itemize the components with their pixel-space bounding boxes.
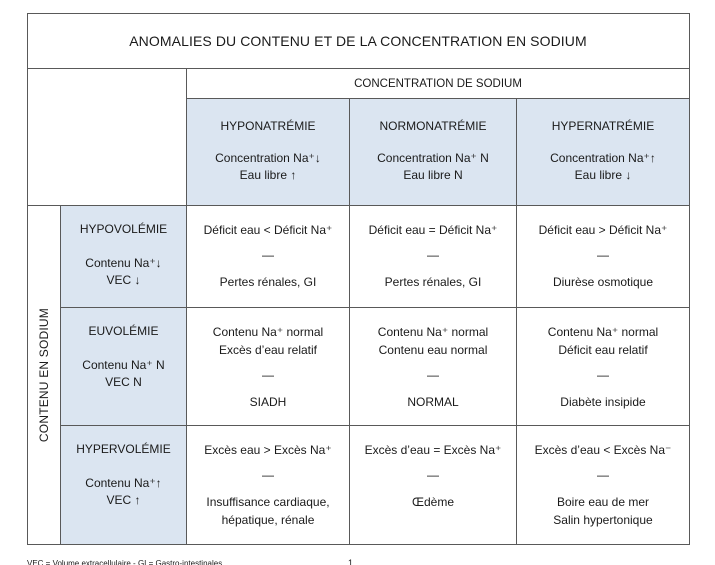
row-header-hypovolemie	[60, 205, 186, 307]
table-cell	[349, 307, 516, 425]
row-name: EUVOLÉMIE	[88, 324, 159, 338]
cell-line: Diabète insipide	[560, 395, 646, 409]
contenu-vertical-text: CONTENU EN SODIUM	[36, 307, 51, 443]
cell-separator: —	[597, 368, 609, 382]
cell-line: Contenu eau normal	[378, 343, 488, 357]
cell-line: SIADH	[249, 395, 287, 409]
column-concentration: Concentration Na⁺↑	[550, 151, 656, 165]
cell-line: Pertes rénales, GI	[384, 275, 482, 289]
row-contenu: Contenu Na⁺ N	[82, 358, 165, 372]
column-name: HYPERNATRÉMIE	[551, 119, 655, 133]
column-concentration: Concentration Na⁺ N	[377, 151, 489, 165]
table-title: ANOMALIES DU CONTENU ET DE LA CONCENTRATION EN SODIUM	[129, 33, 587, 49]
cell-line: Salin hypertonique	[553, 513, 653, 527]
row-header-euvolemie	[60, 307, 186, 425]
row-name: HYPOVOLÉMIE	[79, 222, 168, 236]
cell-line: Boire eau de mer	[556, 495, 650, 509]
cell-separator: —	[262, 368, 274, 382]
column-eau-libre: Eau libre N	[403, 168, 463, 182]
cell-separator: —	[597, 468, 609, 482]
table-cell	[349, 425, 516, 544]
cell-line: Déficit eau < Déficit Na⁺	[203, 223, 333, 237]
cell-line: Pertes rénales, GI	[219, 275, 317, 289]
cell-line: Contenu Na⁺ normal	[547, 325, 659, 339]
table-cell	[186, 205, 349, 307]
page-number: 1	[348, 558, 354, 565]
row-contenu: Contenu Na⁺↑	[85, 476, 162, 490]
cell-line: Déficit eau relatif	[558, 343, 648, 357]
cell-line: Excès d’eau = Excès Na⁺	[364, 443, 502, 457]
concentration-header: CONCENTRATION DE SODIUM	[186, 68, 689, 98]
cell-line: Œdème	[411, 495, 455, 509]
table-cell	[186, 307, 349, 425]
table-cell	[516, 307, 689, 425]
cell-separator: —	[262, 248, 274, 262]
table-cell	[516, 425, 689, 544]
column-concentration: Concentration Na⁺↓	[215, 151, 321, 165]
column-header-hypernatremie	[516, 98, 689, 205]
contenu-vertical-header	[27, 205, 60, 544]
row-vec: VEC ↑	[106, 493, 141, 507]
column-header-normonatremie	[349, 98, 516, 205]
cell-line: Excès d’eau < Excès Na⁻	[534, 443, 672, 457]
cell-line: Excès d’eau relatif	[218, 343, 318, 357]
abbreviation-legend: VEC = Volume extracellulaire - GI = Gastro-intestinales	[27, 559, 223, 565]
cell-line: Déficit eau = Déficit Na⁺	[368, 223, 498, 237]
cell-line: Insuffisance cardiaque,	[206, 495, 330, 509]
cell-separator: —	[262, 468, 274, 482]
row-vec: VEC N	[105, 375, 142, 389]
cell-separator: —	[597, 248, 609, 262]
cell-line: NORMAL	[407, 395, 459, 409]
cell-line: Diurèse osmotique	[552, 275, 654, 289]
table-cell	[186, 425, 349, 544]
cell-line: Déficit eau > Déficit Na⁺	[538, 223, 668, 237]
row-contenu: Contenu Na⁺↓	[85, 256, 162, 270]
cell-separator: —	[427, 368, 439, 382]
cell-separator: —	[427, 468, 439, 482]
cell-line: Contenu Na⁺ normal	[212, 325, 324, 339]
page-footer	[27, 556, 690, 565]
row-name: HYPERVOLÉMIE	[76, 442, 171, 456]
row-header-hypervolemie	[60, 425, 186, 544]
column-header-hyponatremie	[186, 98, 349, 205]
row-vec: VEC ↓	[106, 273, 141, 287]
table-cell	[516, 205, 689, 307]
column-eau-libre: Eau libre ↑	[239, 168, 297, 182]
cell-separator: —	[427, 248, 439, 262]
column-name: NORMONATRÉMIE	[379, 119, 487, 133]
cell-line: hépatique, rénale	[221, 513, 315, 527]
corner-blank-cell	[27, 68, 186, 205]
column-eau-libre: Eau libre ↓	[574, 168, 632, 182]
cell-line: Excès eau > Excès Na⁺	[204, 443, 332, 457]
table-cell	[349, 205, 516, 307]
column-name: HYPONATRÉMIE	[220, 119, 316, 133]
cell-line: Contenu Na⁺ normal	[377, 325, 489, 339]
